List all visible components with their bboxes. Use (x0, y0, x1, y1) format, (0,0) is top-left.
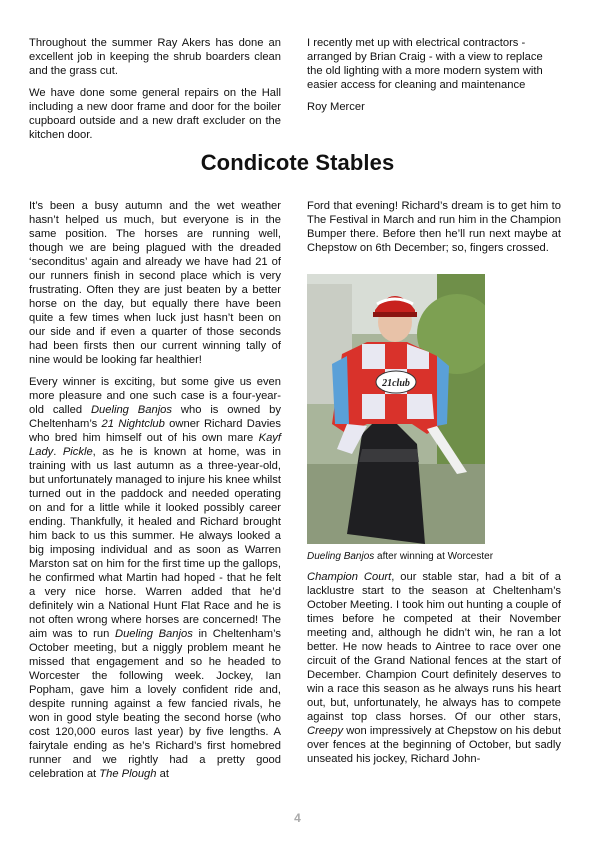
article-right-column-top (307, 199, 561, 263)
article-right-column-bottom (307, 570, 561, 774)
jockey-photo (307, 274, 485, 544)
paragraph: We have done some general repairs on the Hall including a new door frame and door for the boiler cupboard outside and a new draft excluder on the kitchen door. (29, 87, 281, 141)
paragraph: Ford that evening! Richard’s dream is to get him to The Festival in March and run him in the Champion Bumper there. Before then he’ll run next maybe at Chepstow on 6th December; so, fingers crossed. (307, 200, 561, 254)
horse-name: Champion Court (307, 571, 392, 583)
top-left-column (29, 36, 281, 150)
paragraph: I recently met up with electrical contractors - arranged by Brian Craig - with a view to replace the old lighting with a more modern system with easier access for cleaning and maintenance (307, 37, 543, 91)
horse-name: Dueling Banjos (90, 404, 172, 416)
signature: Roy Mercer (307, 101, 365, 113)
club-name: 21 Nightclub (101, 418, 165, 430)
nickname: Pickle (62, 446, 93, 458)
top-right-column (307, 36, 561, 122)
silk-logo-text: 21club (382, 378, 410, 389)
paragraph: It’s been a busy autumn and the wet weather hasn’t helped us much, but everyone is in the same position. The horses are running well, though we are being plagued with the dreaded ‘seconditus’ again and already we have had 21 of our runners finish in second place which is very frustrating. Often they are just beaten by a better horse on the day, but equally there have been quite a few times when luck just hasn’t been on our side and if even a quarter of those seconds had been firsts then our current winning tally of nine would be looking far healthier! (29, 200, 281, 366)
paragraph: Champion Court, our stable star, had a bit of a lacklustre start to the season at Cheltenham’s October Meeting. I took him out hunting a couple of times before he competed at their November meeting and, although he didn’t win, he ran a lot better. He now heads to Aintree to race over one circuit of the Grand National fences at the start of December. Champion Court definitely deserves to win a race this season as he always runs his heart out, but, unfortunately, he always has to compete against top class horses. Of our other stars, Creepy won impressively at Chepstow on his debut over fences at the beginning of October, but sadly unseated his jockey, Richard John- (307, 571, 561, 765)
horse-name: Dueling Banjos (115, 628, 193, 640)
paragraph: Throughout the summer Ray Akers has done an excellent job in keeping the shrub boarders clean and the grass cut. (29, 37, 281, 77)
page-number: 4 (294, 811, 301, 825)
photo-caption: Dueling Banjos after winning at Worcester (307, 551, 494, 562)
paragraph: Every winner is exciting, but some give us even more pleasure and one such case is a four-year-old called Dueling Banjos who is owned by Cheltenham’s 21 Nightclub owner Richard Davies who bred him himself out of his own mare Kayf Lady. Pickle, as he is known at home, was in training with us last autumn as a three-year-old, but unfortunately managed to injure his knee whilst turned out in the paddock and needed operating on and for a little while it looked possibly career ending. Thankfully, it healed and Richard brought him back to us this summer. He always looked a big imposing individual and as soon as Warren Marston sat on him for the first time up the gallops, he confirmed what Martin had hoped - that he felt a very nice horse. Warren added that he’d definitely win a National Hunt Flat Race and he is not often wrong where horses are concerned! The aim was to run Dueling Banjos in Cheltenham’s October meeting, but a niggly problem meant he missed that engagement and so he headed to Worcester the following week. Jockey, Ian Popham, gave him a lovely confident ride and, despite running against a few fancied rivals, he won in good style beating the second horse (who cost 120,000 euros last year) by five lengths. A fairytale ending as he’s Richard’s first homebred runner and we rightly had a pretty good celebration at The Plough at (29, 376, 282, 780)
article-left-column (29, 199, 281, 789)
article-title: Condicote Stables (200, 150, 395, 175)
pub-name: The Plough (99, 768, 157, 780)
horse-name: Creepy (307, 725, 344, 737)
mare-name: Kayf Lady (29, 432, 281, 458)
